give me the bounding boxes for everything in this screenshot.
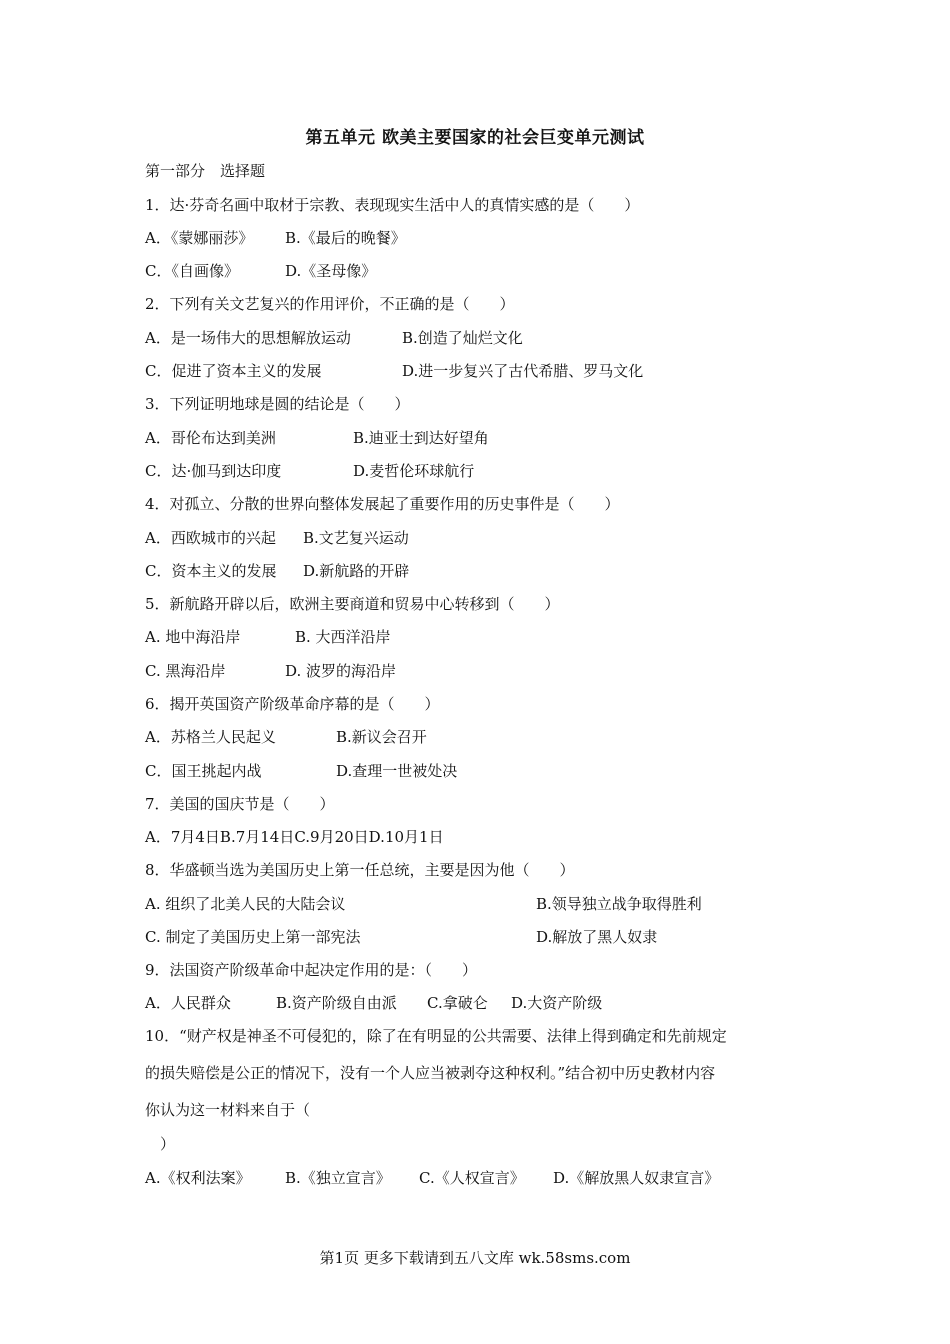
option-b: B.创造了灿烂文化: [402, 329, 523, 347]
page-footer: 第1页 更多下载请到五八文库 wk.58sms.com: [319, 1249, 631, 1267]
option-a: A．西欧城市的兴起: [145, 529, 276, 547]
option-c: C.《人权宣言》: [419, 1169, 525, 1187]
option-c: C. 制定了美国历史上第一部宪法: [145, 928, 361, 946]
option-b: B.领导独立战争取得胜利: [536, 895, 702, 913]
option-d: D.《解放黑人奴隶宣言》: [553, 1169, 720, 1187]
option-a: A. 组织了北美人民的大陆会议: [145, 895, 346, 913]
option-b: B.新议会召开: [336, 728, 427, 746]
option-d: D.麦哲伦环球航行: [353, 462, 475, 480]
option-d: D.《圣母像》: [285, 262, 377, 280]
question-1-stem: 1．达·芬奇名画中取材于宗教、表现现实生活中人的真情实感的是（ ）: [145, 196, 640, 214]
option-b: B. 大西洋沿岸: [295, 628, 391, 646]
option-b: B.资产阶级自由派: [276, 994, 397, 1012]
question-10-line-2: 的损失赔偿是公正的情况下，没有一个人应当被剥夺这种权利。”结合初中历史教材内容: [145, 1064, 716, 1082]
question-9-stem: 9．法国资产阶级革命中起决定作用的是：（ ）: [145, 961, 478, 979]
option-b: B.《最后的晚餐》: [285, 229, 406, 247]
option-b: B.《独立宣言》: [285, 1169, 391, 1187]
option-a: A．人民群众: [145, 994, 231, 1012]
page-title: 第五单元 欧美主要国家的社会巨变单元测试: [305, 128, 645, 148]
option-c: C．促进了资本主义的发展: [145, 362, 322, 380]
option-all: A．7月4日B.7月14日C.9月20日D.10月1日: [145, 828, 444, 846]
option-a: A．哥伦布达到美洲: [145, 429, 276, 447]
option-c: C．达·伽马到达印度: [145, 462, 282, 480]
option-c: C. 黑海沿岸: [145, 662, 226, 680]
question-4-stem: 4．对孤立、分散的世界向整体发展起了重要作用的历史事件是（ ）: [145, 495, 620, 513]
option-a: A．《蒙娜丽莎》: [145, 229, 254, 247]
option-d: D.进一步复兴了古代希腊、罗马文化: [402, 362, 644, 380]
question-10-line-3: 你认为这一材料来自于（: [145, 1101, 311, 1119]
question-10-paren: ）: [160, 1135, 176, 1153]
option-a: A.《权利法案》: [145, 1169, 251, 1187]
question-2-stem: 2．下列有关文艺复兴的作用评价，不正确的是（ ）: [145, 295, 515, 313]
question-6-stem: 6．揭开英国资产阶级革命序幕的是（ ）: [145, 695, 440, 713]
option-d: D. 波罗的海沿岸: [285, 662, 397, 680]
question-7-stem: 7．美国的国庆节是（ ）: [145, 795, 335, 813]
option-c: C．《自画像》: [145, 262, 239, 280]
option-a: A. 地中海沿岸: [145, 628, 241, 646]
option-b: B.迪亚士到达好望角: [353, 429, 489, 447]
question-5-stem: 5．新航路开辟以后，欧洲主要商道和贸易中心转移到（ ）: [145, 595, 560, 613]
option-d: D.新航路的开辟: [303, 562, 410, 580]
option-d: D.解放了黑人奴隶: [536, 928, 658, 946]
question-8-stem: 8．华盛顿当选为美国历史上第一任总统，主要是因为他（ ）: [145, 861, 575, 879]
option-c: C.拿破仑: [427, 994, 488, 1012]
option-a: A．苏格兰人民起义: [145, 728, 276, 746]
option-c: C．国王挑起内战: [145, 762, 262, 780]
question-3-stem: 3．下列证明地球是圆的结论是（ ）: [145, 395, 410, 413]
section-heading: 第一部分 选择题: [145, 162, 266, 180]
option-a: A．是一场伟大的思想解放运动: [145, 329, 351, 347]
question-10-line-1: 10．“财产权是神圣不可侵犯的，除了在有明显的公共需要、法律上得到确定和先前规定: [145, 1027, 727, 1045]
option-d: D.大资产阶级: [511, 994, 603, 1012]
option-c: C．资本主义的发展: [145, 562, 277, 580]
option-d: D.查理一世被处决: [336, 762, 458, 780]
option-b: B.文艺复兴运动: [303, 529, 409, 547]
